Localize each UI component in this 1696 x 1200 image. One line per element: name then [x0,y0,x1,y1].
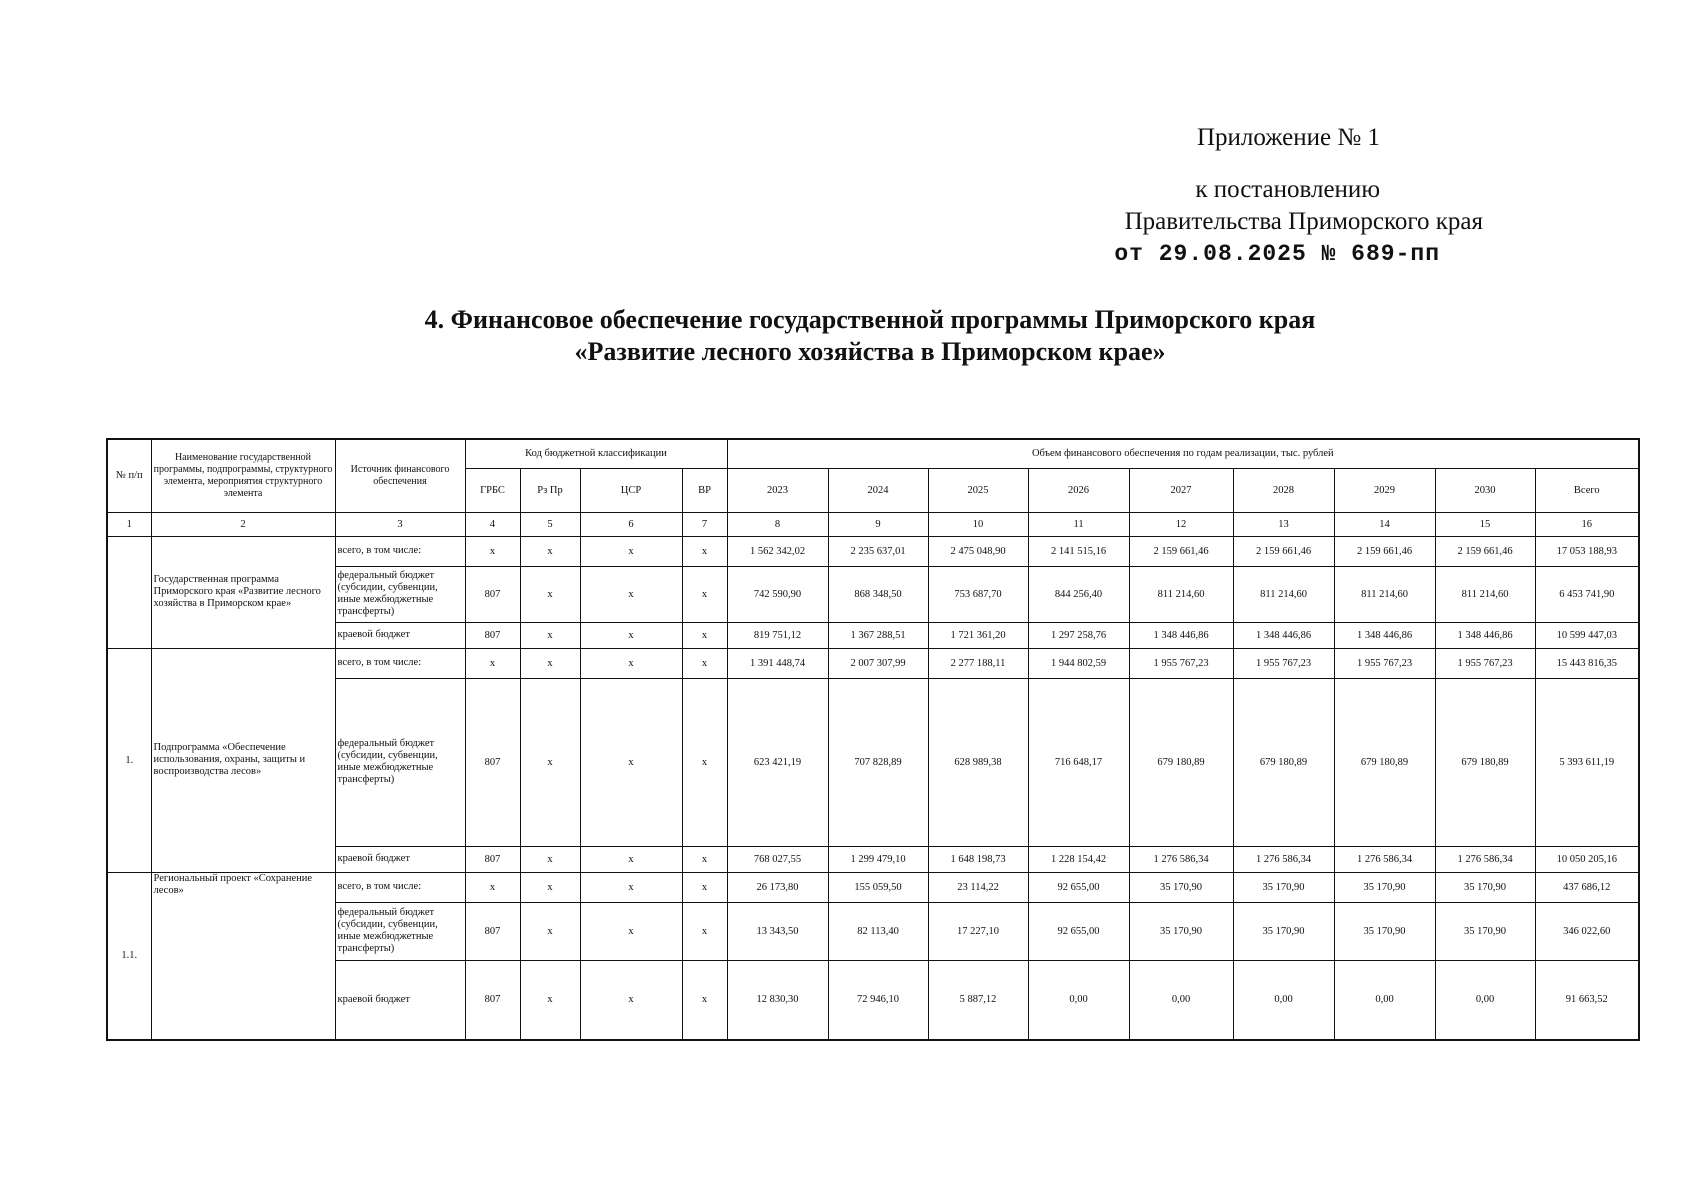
value-year: 2 159 661,46 [1435,536,1535,566]
program-name: Подпрограмма «Обеспечение использования, охраны, защиты и воспроизводства лесов» [151,648,335,872]
value-year: 23 114,22 [928,872,1028,902]
column-number: 7 [682,512,727,536]
column-number: 11 [1028,512,1129,536]
code-grbs: x [465,536,520,566]
code-rzpr: x [520,536,580,566]
value-year: 2 475 048,90 [928,536,1028,566]
value-year: 1 944 802,59 [1028,648,1129,678]
column-number: 14 [1334,512,1435,536]
value-year: 868 348,50 [828,566,928,622]
header-year: 2029 [1334,468,1435,512]
value-year: 12 830,30 [727,960,828,1040]
code-csr: x [580,678,682,846]
value-year: 13 343,50 [727,902,828,960]
funding-source: краевой бюджет [335,960,465,1040]
value-year: 0,00 [1435,960,1535,1040]
column-number: 10 [928,512,1028,536]
value-year: 2 277 188,11 [928,648,1028,678]
code-grbs: 807 [465,960,520,1040]
code-grbs: 807 [465,902,520,960]
value-year: 35 170,90 [1233,872,1334,902]
column-number: 5 [520,512,580,536]
appendix-to-resolution: к постановлению [1195,176,1380,203]
value-total: 437 686,12 [1535,872,1639,902]
code-vr: x [682,846,727,872]
code-rzpr: x [520,678,580,846]
value-year: 1 297 258,76 [1028,622,1129,648]
value-year: 1 367 288,51 [828,622,928,648]
program-name: Региональный проект «Сохранение лесов» [151,872,335,1040]
code-rzpr: x [520,960,580,1040]
funding-source: всего, в том числе: [335,536,465,566]
column-number: 8 [727,512,828,536]
financing-table [106,438,1640,1041]
value-year: 819 751,12 [727,622,828,648]
value-total: 10 599 447,03 [1535,622,1639,648]
code-vr: x [682,678,727,846]
table-row [107,846,1639,872]
column-number: 1 [107,512,151,536]
code-grbs: 807 [465,566,520,622]
table-row [107,648,1639,678]
value-total: 10 050 205,16 [1535,846,1639,872]
value-year: 716 648,17 [1028,678,1129,846]
funding-source: всего, в том числе: [335,872,465,902]
header-grbs: ГРБС [465,468,520,512]
value-year: 0,00 [1129,960,1233,1040]
value-year: 1 276 586,34 [1129,846,1233,872]
value-year: 92 655,00 [1028,872,1129,902]
table-row [107,902,1639,960]
code-grbs: 807 [465,622,520,648]
column-number: 15 [1435,512,1535,536]
value-year: 1 299 479,10 [828,846,928,872]
table-row [107,960,1639,1040]
value-year: 2 235 637,01 [828,536,928,566]
value-year: 628 989,38 [928,678,1028,846]
funding-source: всего, в том числе: [335,648,465,678]
column-number: 4 [465,512,520,536]
code-rzpr: x [520,648,580,678]
value-year: 0,00 [1334,960,1435,1040]
value-year: 1 348 446,86 [1334,622,1435,648]
value-total: 6 453 741,90 [1535,566,1639,622]
value-year: 742 590,90 [727,566,828,622]
appendix-block [1114,122,1483,270]
column-number: 12 [1129,512,1233,536]
code-grbs: x [465,648,520,678]
value-year: 811 214,60 [1435,566,1535,622]
value-year: 35 170,90 [1334,902,1435,960]
header-name: Наименование государственной программы, подпрограммы, структурного элемента, мероприятия структурного элемента [151,439,335,512]
header-budget-code: Код бюджетной классификации [465,439,727,468]
funding-source: федеральный бюджет (субсидии, субвенции, иные межбюджетные трансферты) [335,678,465,846]
value-year: 844 256,40 [1028,566,1129,622]
value-year: 679 180,89 [1435,678,1535,846]
value-year: 1 955 767,23 [1233,648,1334,678]
value-year: 1 562 342,02 [727,536,828,566]
funding-source: федеральный бюджет (субсидии, субвенции, иные межбюджетные трансферты) [335,902,465,960]
value-year: 1 348 446,86 [1129,622,1233,648]
value-total: 17 053 188,93 [1535,536,1639,566]
value-total: 5 393 611,19 [1535,678,1639,846]
row-number [107,536,151,648]
value-year: 35 170,90 [1129,902,1233,960]
value-year: 0,00 [1233,960,1334,1040]
code-rzpr: x [520,902,580,960]
value-year: 1 276 586,34 [1435,846,1535,872]
value-year: 35 170,90 [1233,902,1334,960]
value-year: 17 227,10 [928,902,1028,960]
code-csr: x [580,648,682,678]
value-year: 679 180,89 [1129,678,1233,846]
value-year: 0,00 [1028,960,1129,1040]
value-year: 5 887,12 [928,960,1028,1040]
code-vr: x [682,536,727,566]
code-rzpr: x [520,872,580,902]
code-vr: x [682,872,727,902]
funding-source: краевой бюджет [335,846,465,872]
table-row [107,622,1639,648]
row-number: 1.1. [107,872,151,1040]
row-number: 1. [107,648,151,872]
header-total: Всего [1535,468,1639,512]
column-number: 3 [335,512,465,536]
value-year: 155 059,50 [828,872,928,902]
table-row [107,678,1639,846]
appendix-government: Правительства Приморского края [1124,208,1483,235]
column-number: 2 [151,512,335,536]
header-num: № п/п [107,439,151,512]
value-year: 2 159 661,46 [1129,536,1233,566]
code-rzpr: x [520,622,580,648]
value-year: 1 228 154,42 [1028,846,1129,872]
value-year: 1 648 198,73 [928,846,1028,872]
code-vr: x [682,622,727,648]
value-year: 35 170,90 [1334,872,1435,902]
value-year: 811 214,60 [1129,566,1233,622]
table-row [107,872,1639,902]
value-year: 1 276 586,34 [1233,846,1334,872]
code-grbs: 807 [465,678,520,846]
value-year: 35 170,90 [1435,902,1535,960]
code-vr: x [682,960,727,1040]
value-year: 707 828,89 [828,678,928,846]
header-year: 2023 [727,468,828,512]
value-year: 1 348 446,86 [1233,622,1334,648]
code-vr: x [682,648,727,678]
value-year: 2 141 515,16 [1028,536,1129,566]
value-year: 35 170,90 [1435,872,1535,902]
value-year: 811 214,60 [1334,566,1435,622]
table-row [107,566,1639,622]
code-rzpr: x [520,566,580,622]
header-year: 2025 [928,468,1028,512]
value-year: 72 946,10 [828,960,928,1040]
code-grbs: 807 [465,846,520,872]
value-year: 1 955 767,23 [1129,648,1233,678]
header-year: 2028 [1233,468,1334,512]
code-rzpr: x [520,846,580,872]
value-year: 1 276 586,34 [1334,846,1435,872]
column-number: 13 [1233,512,1334,536]
code-vr: x [682,902,727,960]
value-year: 768 027,55 [727,846,828,872]
table-row [107,536,1639,566]
value-year: 1 955 767,23 [1435,648,1535,678]
header-rzpr: Рз Пр [520,468,580,512]
value-year: 35 170,90 [1129,872,1233,902]
header-source: Источник финансового обеспечения [335,439,465,512]
code-csr: x [580,902,682,960]
header-year: 2030 [1435,468,1535,512]
column-number: 9 [828,512,928,536]
value-year: 92 655,00 [1028,902,1129,960]
value-year: 679 180,89 [1233,678,1334,846]
title-line-2: «Развитие лесного хозяйства в Приморском крае» [574,337,1166,366]
table-body [107,536,1639,1040]
document-title [300,304,1440,368]
code-csr: x [580,536,682,566]
column-number: 6 [580,512,682,536]
value-total: 15 443 816,35 [1535,648,1639,678]
program-name: Государственная программа Приморского края «Развитие лесного хозяйства в Приморском крае» [151,536,335,648]
value-year: 623 421,19 [727,678,828,846]
code-grbs: x [465,872,520,902]
appendix-date-number: от 29.08.2025 № 689-пп [1114,241,1440,267]
code-csr: x [580,960,682,1040]
value-year: 26 173,80 [727,872,828,902]
funding-source: краевой бюджет [335,622,465,648]
value-year: 1 721 361,20 [928,622,1028,648]
value-year: 1 348 446,86 [1435,622,1535,648]
value-year: 1 955 767,23 [1334,648,1435,678]
value-year: 679 180,89 [1334,678,1435,846]
code-csr: x [580,846,682,872]
header-volume: Объем финансового обеспечения по годам реализации, тыс. рублей [727,439,1639,468]
header-year: 2026 [1028,468,1129,512]
header-year: 2027 [1129,468,1233,512]
value-total: 346 022,60 [1535,902,1639,960]
value-year: 2 159 661,46 [1233,536,1334,566]
column-number: 16 [1535,512,1639,536]
value-year: 2 007 307,99 [828,648,928,678]
code-vr: x [682,566,727,622]
header-csr: ЦСР [580,468,682,512]
title-line-1: 4. Финансовое обеспечение государственной программы Приморского края [424,305,1316,334]
funding-source: федеральный бюджет (субсидии, субвенции, иные межбюджетные трансферты) [335,566,465,622]
value-year: 82 113,40 [828,902,928,960]
code-csr: x [580,872,682,902]
code-csr: x [580,566,682,622]
value-total: 91 663,52 [1535,960,1639,1040]
value-year: 2 159 661,46 [1334,536,1435,566]
value-year: 811 214,60 [1233,566,1334,622]
value-year: 1 391 448,74 [727,648,828,678]
header-vr: ВР [682,468,727,512]
code-csr: x [580,622,682,648]
header-year: 2024 [828,468,928,512]
appendix-number: Приложение № 1 [1196,124,1380,151]
value-year: 753 687,70 [928,566,1028,622]
